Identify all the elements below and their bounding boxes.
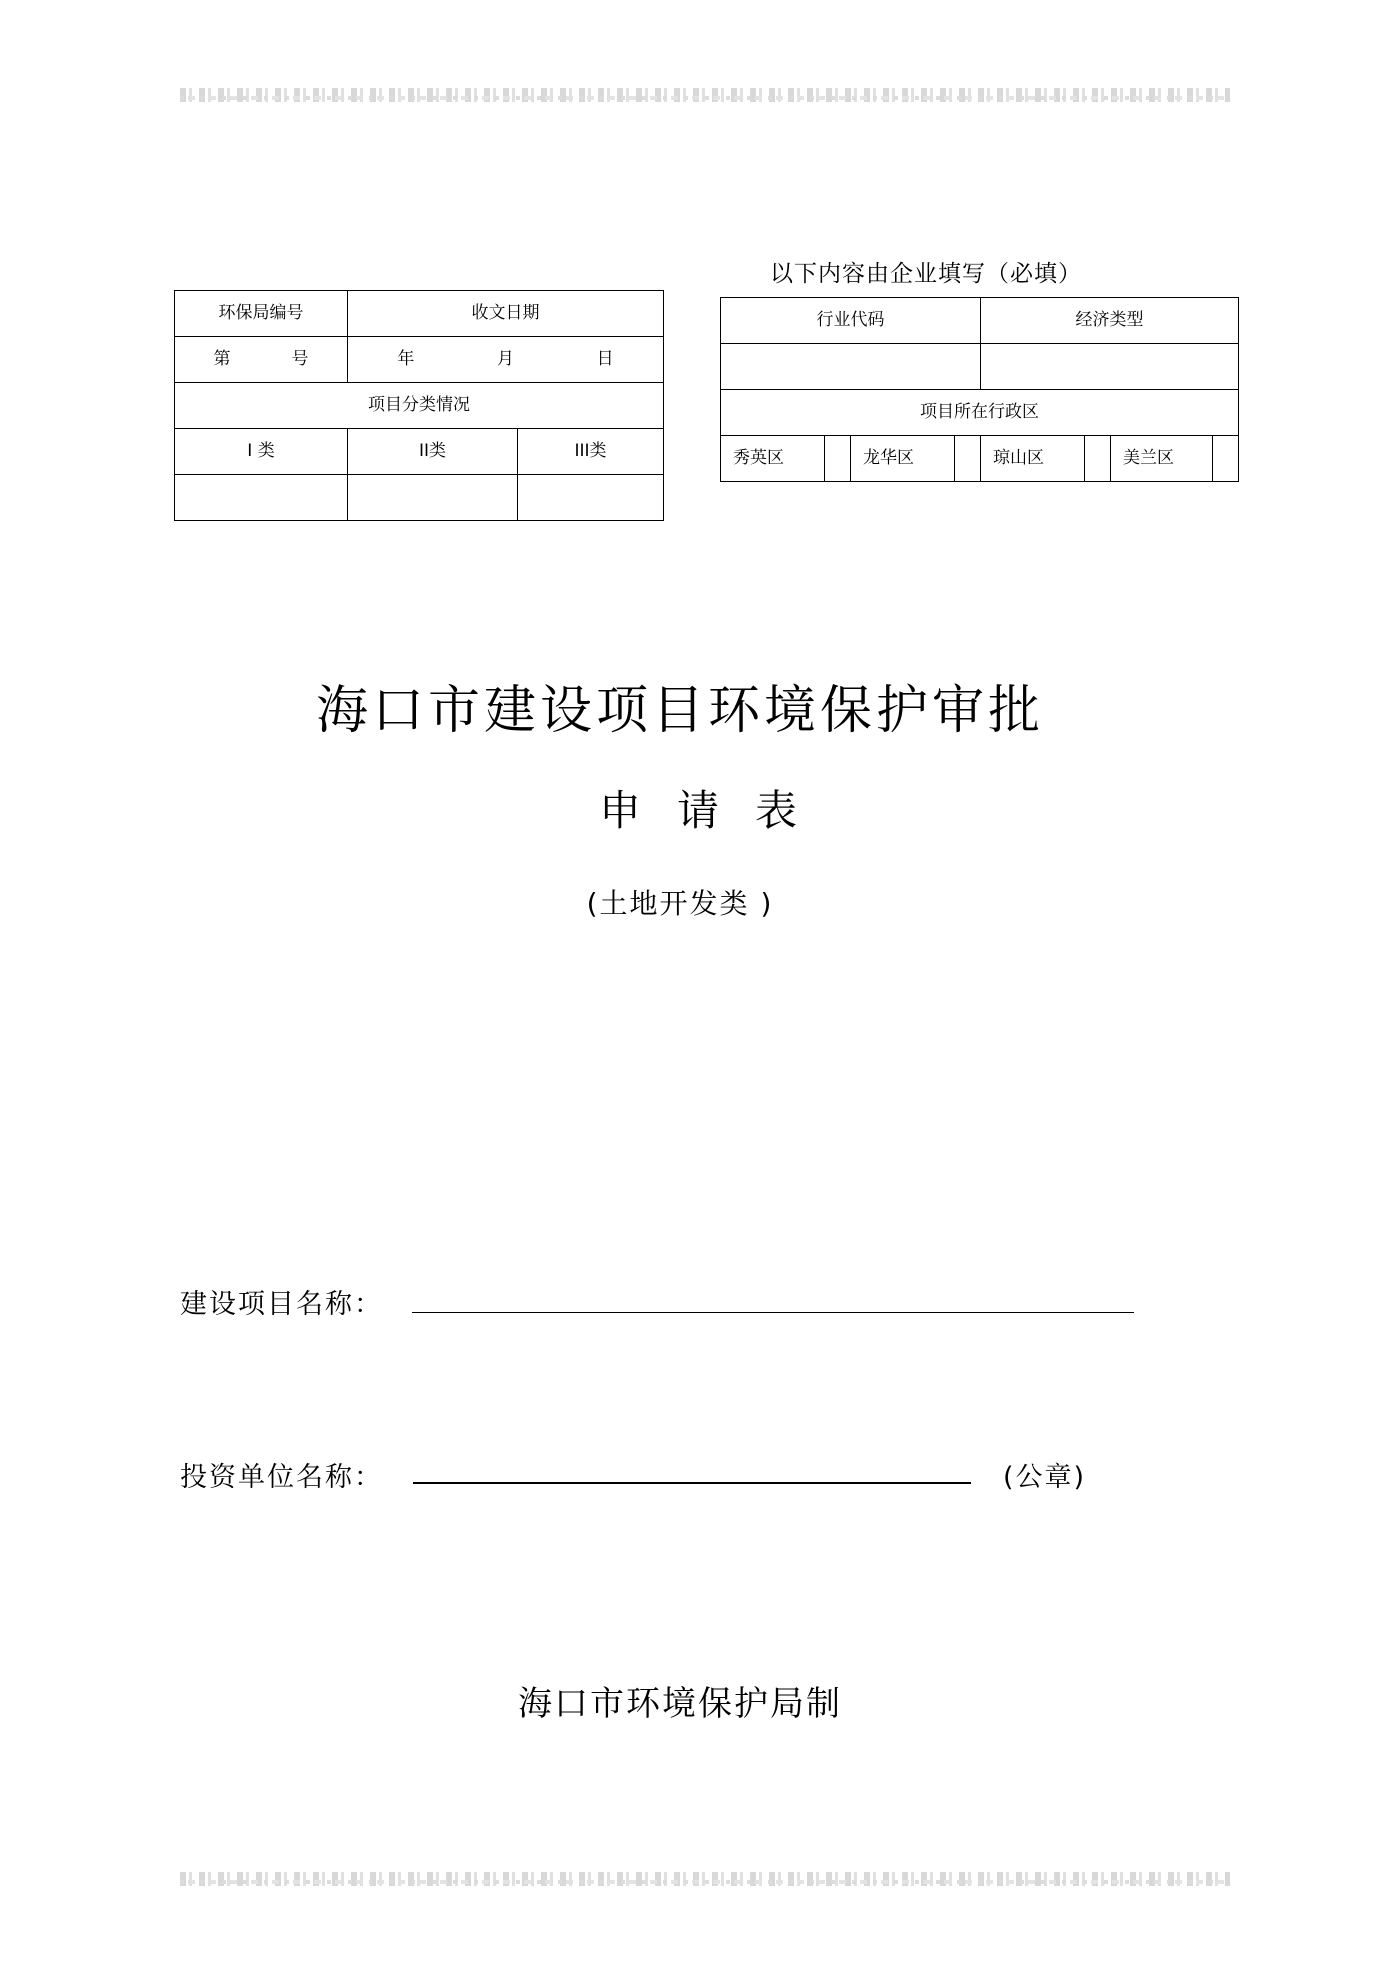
enterprise-info-table: [720, 297, 1239, 482]
form-subtitle: 申请表: [598, 786, 833, 835]
bureau-number-label: 环保局编号: [175, 291, 348, 337]
district-longhua-checkbox[interactable]: [955, 436, 981, 482]
issuing-authority: 海口市环境保护局制: [518, 1684, 842, 1724]
project-name-label: 建设项目名称：: [180, 1289, 383, 1320]
district-label: 项目所在行政区: [721, 390, 1239, 436]
district-xiuying-label: 秀英区: [721, 436, 825, 482]
scan-noise-top: [180, 88, 1230, 102]
class-1-input-cell[interactable]: [175, 475, 348, 521]
class-2-label: II类: [348, 429, 518, 475]
number-prefix: 第: [213, 349, 231, 369]
bureau-admin-table: [174, 290, 664, 521]
district-qiongshan-checkbox[interactable]: [1085, 436, 1111, 482]
day-label: 日: [596, 349, 614, 369]
district-meilan-label: 美兰区: [1111, 436, 1213, 482]
economic-type-input-cell[interactable]: [981, 344, 1239, 390]
class-1-label: I 类: [175, 429, 348, 475]
class-3-input-cell[interactable]: [518, 475, 664, 521]
month-label: 月: [496, 349, 514, 369]
seal-note: (公章): [1003, 1462, 1087, 1493]
district-xiuying-checkbox[interactable]: [825, 436, 851, 482]
industry-code-label: 行业代码: [721, 298, 981, 344]
year-label: 年: [397, 349, 415, 369]
project-name-field[interactable]: [412, 1312, 1134, 1313]
enterprise-fill-note: 以下内容由企业填写（必填）: [770, 261, 1082, 287]
bureau-number-cell[interactable]: [175, 337, 348, 383]
investor-name-label: 投资单位名称：: [180, 1462, 383, 1493]
form-category: (土地开发类 ): [586, 887, 774, 920]
district-meilan-checkbox[interactable]: [1213, 436, 1239, 482]
economic-type-label: 经济类型: [981, 298, 1239, 344]
industry-code-input-cell[interactable]: [721, 344, 981, 390]
receipt-date-cell[interactable]: [348, 337, 664, 383]
form-title: 海口市建设项目环境保护审批: [315, 681, 1044, 741]
class-3-label: III类: [518, 429, 664, 475]
number-suffix: 号: [291, 349, 309, 369]
receipt-date-label: 收文日期: [348, 291, 664, 337]
scan-noise-bottom: [180, 1872, 1230, 1886]
class-2-input-cell[interactable]: [348, 475, 518, 521]
district-qiongshan-label: 琼山区: [981, 436, 1085, 482]
classification-label: 项目分类情况: [175, 383, 664, 429]
investor-name-field[interactable]: [413, 1482, 971, 1484]
district-longhua-label: 龙华区: [851, 436, 955, 482]
